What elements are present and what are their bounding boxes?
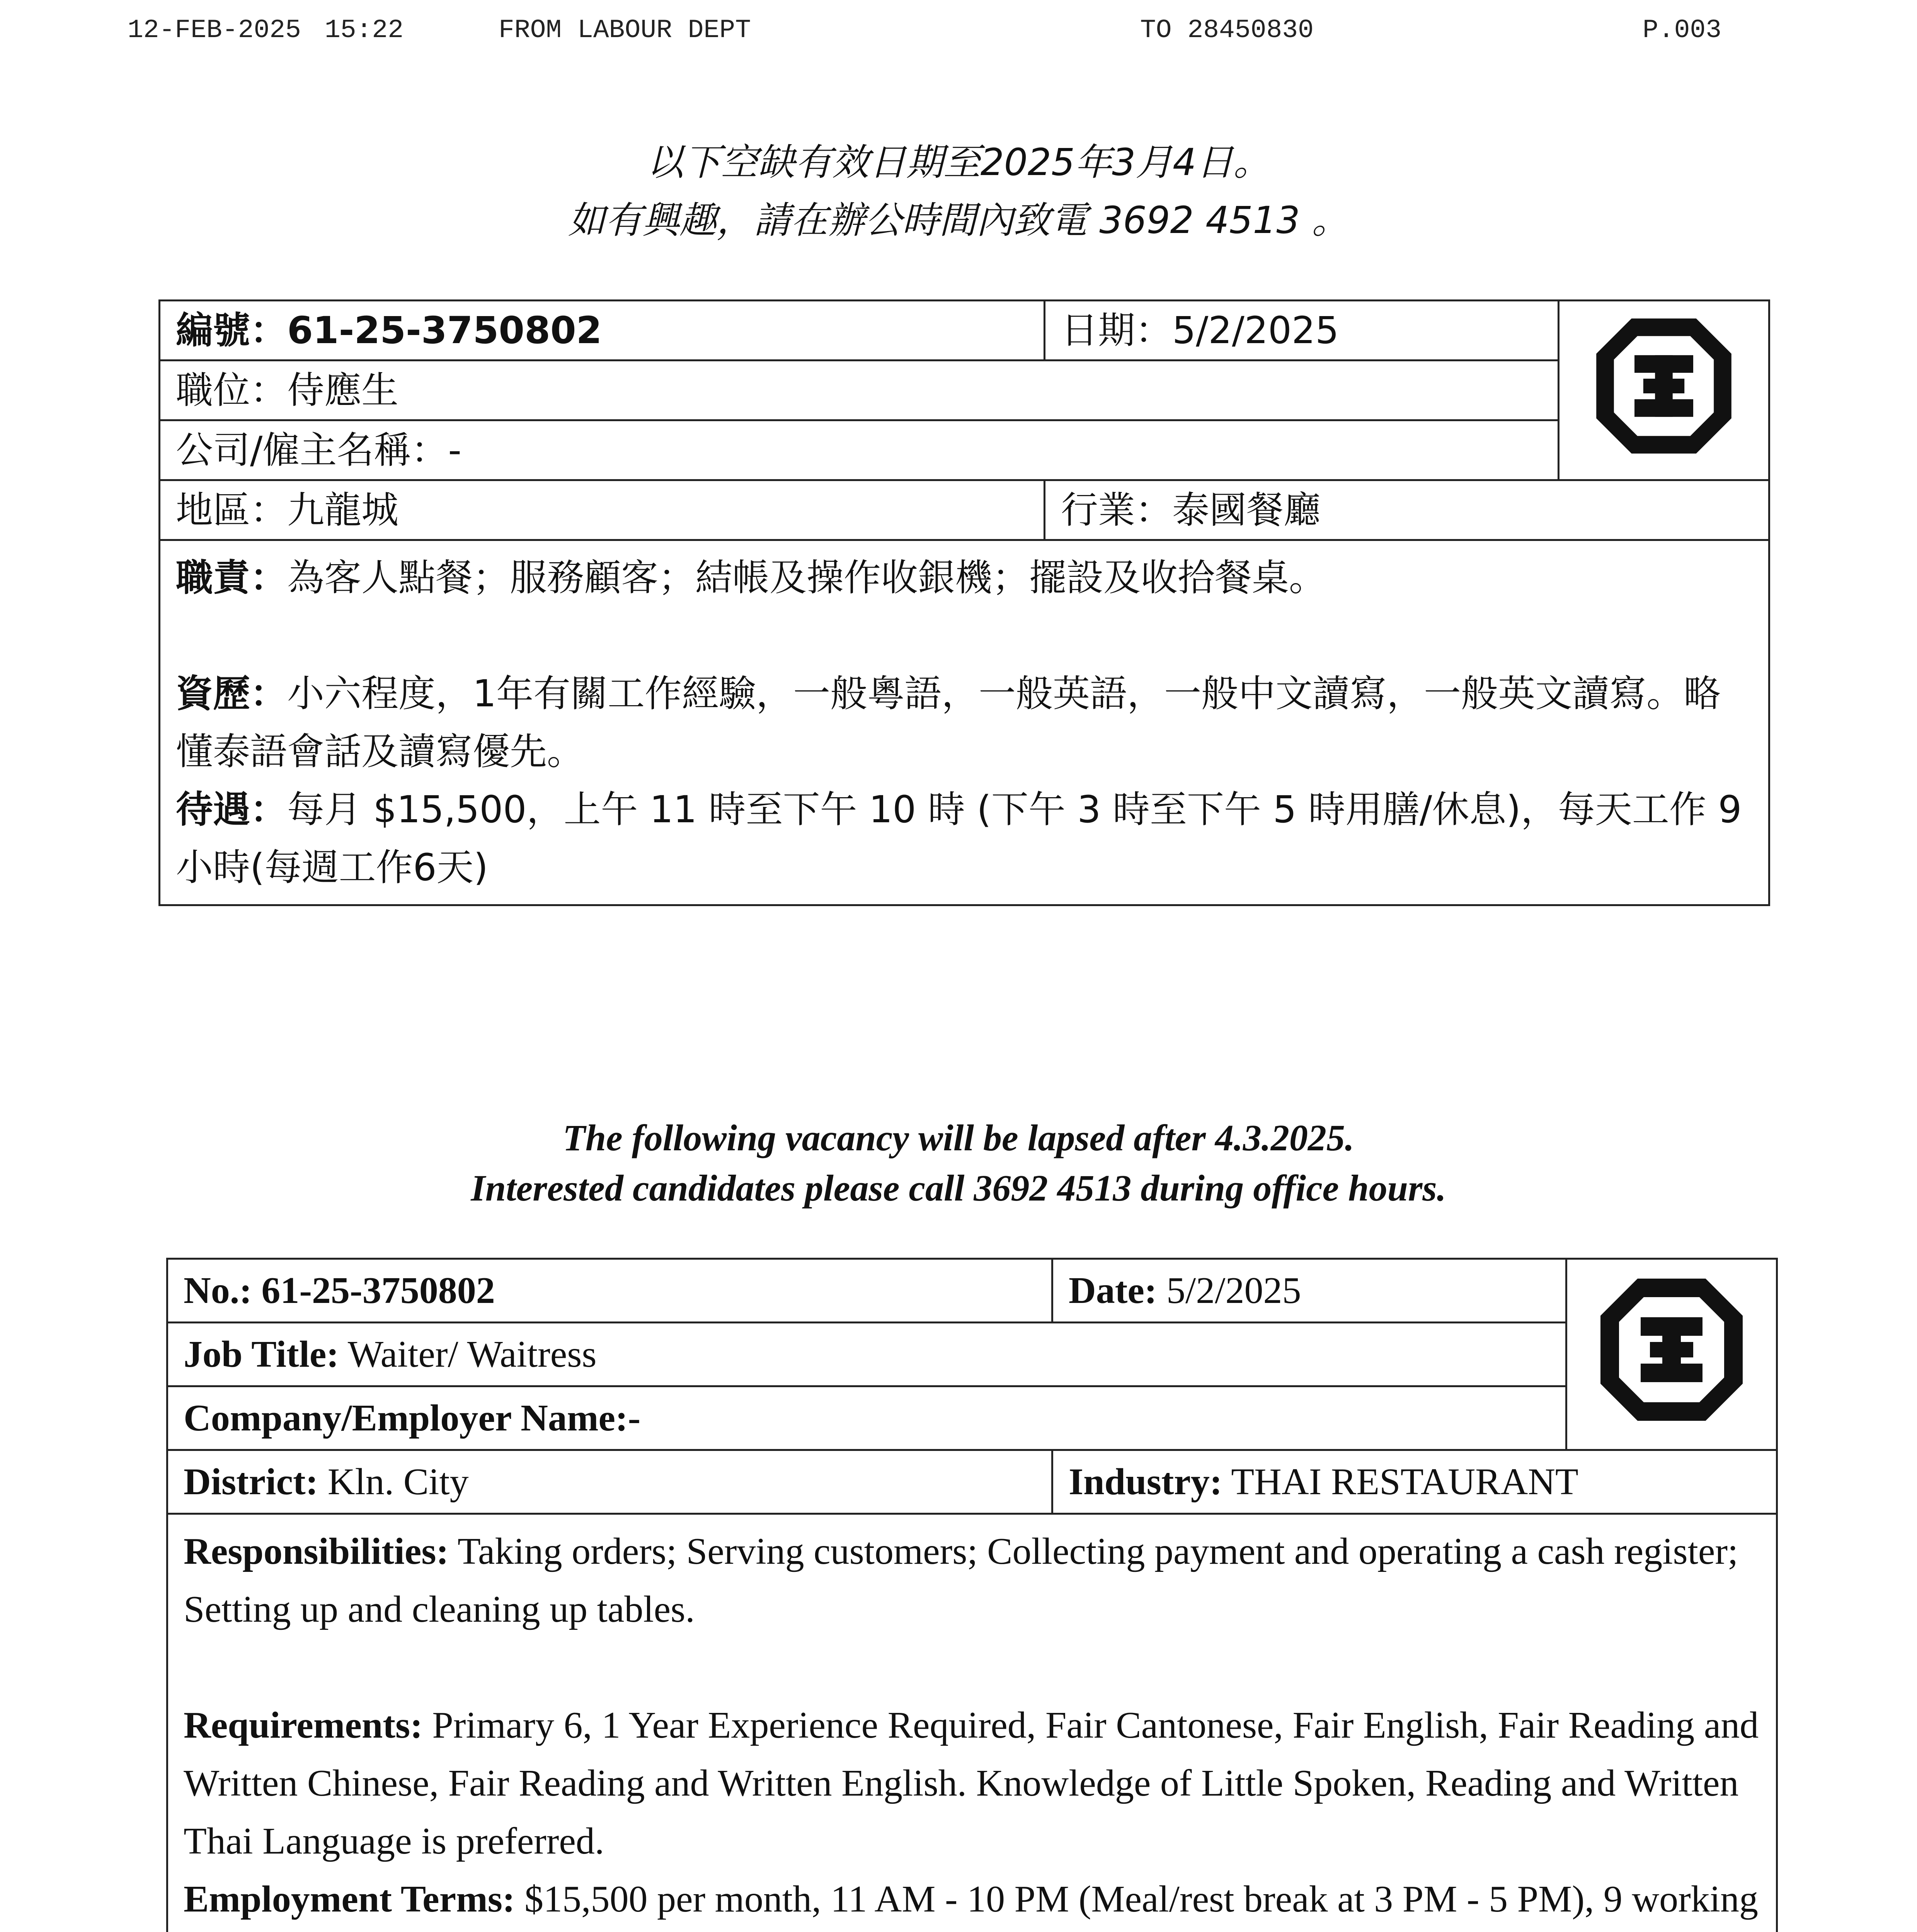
chinese-date-cell [1045,301,1559,361]
english-notice [0,1113,1917,1213]
chinese-industry-value: 泰國餐廳 [1172,488,1321,532]
english-terms-value: $15,500 per month, 11 AM - 10 PM (Meal/rest break at 3 PM - 5 PM), 9 working [524,1878,1758,1920]
chinese-no-cell [160,301,1045,361]
chinese-notice [0,133,1917,249]
english-date-label: Date: [1069,1270,1157,1311]
english-industry-cell [1052,1450,1777,1514]
chinese-date-value: 5/2/2025 [1172,309,1339,352]
english-industry-label: Industry: [1069,1461,1222,1503]
fax-page: P.003 [1643,15,1722,45]
english-job-title-label: Job Title: [184,1333,339,1375]
english-district-value: Kln. City [327,1461,469,1503]
chinese-no-value: 61-25-3750802 [287,309,602,352]
english-requirements-label: Requirements: [184,1704,423,1746]
chinese-requirements-label: 資歷： [176,672,287,715]
english-logo-cell [1566,1259,1777,1450]
chinese-job-title-cell [160,361,1559,420]
chinese-requirements [176,665,1753,781]
fax-from: FROM LABOUR DEPT [499,15,751,45]
english-notice-line2: Interested candidates please call 3692 4513 during office hours. [471,1167,1446,1209]
english-date-cell [1052,1259,1566,1323]
chinese-details-cell [160,540,1769,905]
chinese-logo-cell [1559,301,1769,480]
fax-date: 12-FEB-2025 [128,15,301,45]
chinese-job-title-value: 侍應生 [287,369,398,412]
chinese-company-value: - [448,429,461,472]
english-industry-value: THAI RESTAURANT [1231,1461,1578,1503]
english-responsibilities-value: Taking orders; Serving customers; Collecting payment and operating a cash register; Setting up and cleaning up tables. [184,1531,1738,1630]
english-requirements [184,1696,1760,1870]
english-no-cell [167,1259,1052,1323]
chinese-terms [176,781,1753,896]
chinese-notice-line2: 如有興趣，請在辦公時間內致電 3692 4513 。 [568,199,1349,242]
chinese-responsibilities [176,549,1753,607]
chinese-industry-cell [1045,480,1769,540]
fax-header [0,15,1917,50]
chinese-company-cell [160,420,1559,480]
english-district-cell [167,1450,1052,1514]
english-company-value: - [628,1397,641,1439]
chinese-district-value: 九龍城 [287,488,398,532]
chinese-no-label: 編號： [176,309,287,352]
english-district-label: District: [184,1461,318,1503]
chinese-notice-line1: 以下空缺有效日期至2025年3月4日。 [646,141,1271,184]
english-terms-label: Employment Terms: [184,1878,515,1920]
chinese-district-label: 地區： [176,488,287,532]
chinese-job-title-label: 職位： [176,369,287,412]
english-requirements-value: Primary 6, 1 Year Experience Required, Fair Cantonese, Fair English, Fair Reading and Written Chinese, Fair Reading and Written English. Knowledge of Little Spoken, Reading and Written Thai Language is preferred. [184,1704,1759,1862]
chinese-responsibilities-value: 為客人點餐；服務顧客；結帳及操作收銀機；擺設及收拾餐桌。 [287,556,1326,599]
english-responsibilities-label: Responsibilities: [184,1531,449,1572]
chinese-vacancy-table [158,299,1770,906]
fax-time: 15:22 [325,15,404,45]
english-date-value: 5/2/2025 [1166,1270,1301,1311]
english-no-label: No.: [184,1270,252,1311]
english-no-value: 61-25-3750802 [261,1270,495,1311]
english-vacancy-table [166,1258,1778,1932]
labour-department-logo-icon [1590,313,1737,459]
chinese-district-cell [160,480,1045,540]
chinese-terms-label: 待遇： [176,788,287,831]
fax-to: TO 28450830 [1140,15,1314,45]
english-responsibilities [184,1522,1760,1638]
english-company-label: Company/Employer Name: [184,1397,628,1439]
english-terms [184,1870,1760,1932]
chinese-company-label: 公司/僱主名稱： [176,429,448,472]
chinese-requirements-value: 小六程度，1年有關工作經驗，一般粵語，一般英語，一般中文讀寫，一般英文讀寫。略懂泰語會話及讀寫優先。 [176,672,1721,773]
labour-department-logo-icon [1594,1272,1749,1427]
english-notice-line1: The following vacancy will be lapsed after 4.3.2025. [563,1117,1354,1158]
english-job-title-cell [167,1323,1566,1386]
english-company-cell [167,1386,1566,1450]
english-job-title-value: Waiter/ Waitress [347,1333,597,1375]
chinese-responsibilities-label: 職責： [176,556,287,599]
english-details-cell [167,1514,1777,1932]
chinese-date-label: 日期： [1061,309,1172,352]
chinese-terms-value: 每月 $15,500，上午 11 時至下午 10 時 (下午 3 時至下午 5 時用膳/休息)，每天工作 9 小時(每週工作6天) [176,788,1742,889]
chinese-industry-label: 行業： [1061,488,1172,532]
